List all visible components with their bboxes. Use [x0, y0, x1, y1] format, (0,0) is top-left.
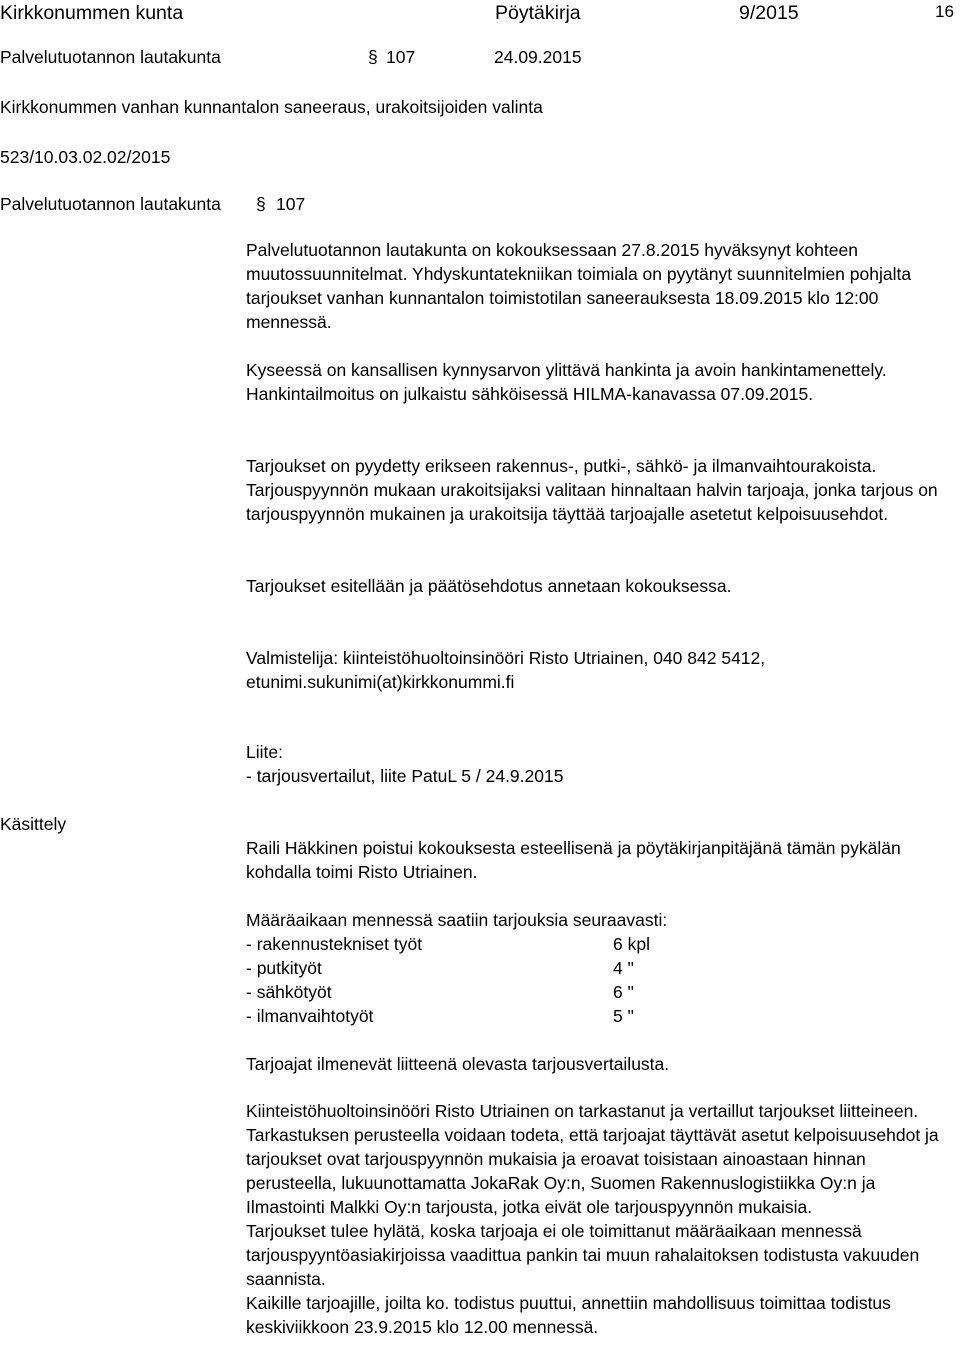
attachment-label: Liite: — [246, 742, 283, 762]
header-section-number: 107 — [386, 47, 416, 67]
offer-type: - putkityöt — [246, 958, 322, 978]
offer-count: 4 " — [613, 958, 634, 978]
offer-count: 5 " — [613, 1006, 634, 1026]
body-paragraph-3: Tarjoukset on pyydetty erikseen rakennus-, putki-, sähkö- ja ilmanvaihtourakoista. Tarjouspyynnön mukaan urakoitsijaksi valitaan hinnaltaan halvin tarjoaja, jonka tarjous on tarjouspyynnön mukainen ja urakoitsija täyttää tarjoajalle asetetut kelpoisuusehdot. — [246, 456, 938, 524]
record-number: 523/10.03.02.02/2015 — [0, 147, 171, 167]
list-item — [246, 956, 951, 980]
list-item — [246, 1004, 951, 1028]
handling-paragraph-5: Kaikille tarjoajille, joilta ko. todistus puuttui, annettiin mahdollisuus toimittaa todistus keskiviikkoon 23.9.2015 klo 12.00 mennessä. — [246, 1293, 891, 1337]
body-paragraph-2: Kyseessä on kansallisen kynnysarvon ylittävä hankinta ja avoin hankintamenettely. Hankintailmoitus on julkaistu sähköisessä HILMA-kanavassa 07.09.2015. — [246, 360, 887, 404]
matter-section-number: 107 — [276, 194, 306, 214]
body-paragraph-1: Palvelutuotannon lautakunta on kokouksessaan 27.8.2015 hyväksynyt kohteen muutossuunnitelmat. Yhdyskuntatekniikan toimiala on pyytänyt suunnitelmien pohjalta tarjoukset vanhan kunnantalon toimistotilan saneerauksesta 18.09.2015 klo 12:00 mennessä. — [246, 240, 912, 332]
offer-type: - sähkötyöt — [246, 982, 332, 1002]
offers-section — [246, 908, 951, 1028]
matter-title: Kirkkonummen vanhan kunnantalon saneeraus, urakoitsijoiden valinta — [0, 97, 543, 117]
preparer-line-1: Valmistelija: kiinteistöhuoltoinsinööri Risto Utriainen, 040 842 5412, — [246, 648, 766, 668]
municipality-name: Kirkkonummen kunta — [0, 2, 184, 24]
preparer-info — [246, 646, 951, 694]
header-committee: Palvelutuotannon lautakunta — [0, 47, 221, 67]
handling-paragraphs — [246, 1099, 951, 1339]
offer-count: 6 " — [613, 982, 634, 1002]
body-paragraph-4: Tarjoukset esitellään ja päätösehdotus annetaan kokouksessa. — [246, 576, 732, 596]
attachment-item: - tarjousvertailut, liite PatuL 5 / 24.9.2015 — [246, 766, 564, 786]
document-type: Pöytäkirja — [495, 2, 581, 24]
preparer-email: etunimi.sukunimi(at)kirkkonummi.fi — [246, 672, 515, 692]
offer-count: 6 kpl — [613, 934, 650, 954]
offers-intro: Määräaikaan mennessä saatiin tarjouksia seuraavasti: — [246, 910, 668, 930]
handling-paragraph-1: Raili Häkkinen poistui kokouksesta esteellisenä ja pöytäkirjanpitäjänä tämän pykälän kohdalla toimi Risto Utriainen. — [246, 838, 901, 882]
offer-type: - rakennustekniset työt — [246, 934, 423, 954]
handling-paragraph-3: Kiinteistöhuoltoinsinööri Risto Utriainen on tarkastanut ja vertaillut tarjoukset liitteineen. Tarkastuksen perusteella voidaan todeta, että tarjoajat täyttävät asetut kelpoisuusehdot ja tarjoukset ovat tarjouspyynnön mukaisia ja eroavat toisistaan ainoastaan hinnan perusteella, lukuunottamatta JokaRak Oy:n, Suomen Rakennuslogistiikka Oy:n ja Ilmastointi Malkki Oy:n tarjousta, jotka eivät ole tarjouspyynnön mukaisia. — [246, 1101, 939, 1217]
list-item — [246, 932, 951, 956]
matter-section-mark: § — [256, 194, 266, 214]
page-number: 16 — [935, 2, 954, 21]
handling-paragraph-4: Tarjoukset tulee hylätä, koska tarjoaja ei ole toimittanut määräaikaan mennessä tarjouspyyntöasiakirjoissa vaadittua pankin tai muun rahalaitoksen todistusta vakuuden saannista. — [246, 1221, 920, 1289]
header-date: 24.09.2015 — [494, 47, 582, 67]
attachments — [246, 740, 951, 788]
document-number: 9/2015 — [739, 2, 799, 24]
header-section-mark: § — [368, 47, 378, 67]
matter-committee: Palvelutuotannon lautakunta — [0, 194, 221, 214]
offer-type: - ilmanvaihtotyöt — [246, 1006, 374, 1026]
list-item — [246, 980, 951, 1004]
handling-paragraph-2: Tarjoajat ilmenevät liitteenä olevasta tarjousvertailusta. — [246, 1054, 670, 1074]
handling-label: Käsittely — [0, 814, 67, 834]
